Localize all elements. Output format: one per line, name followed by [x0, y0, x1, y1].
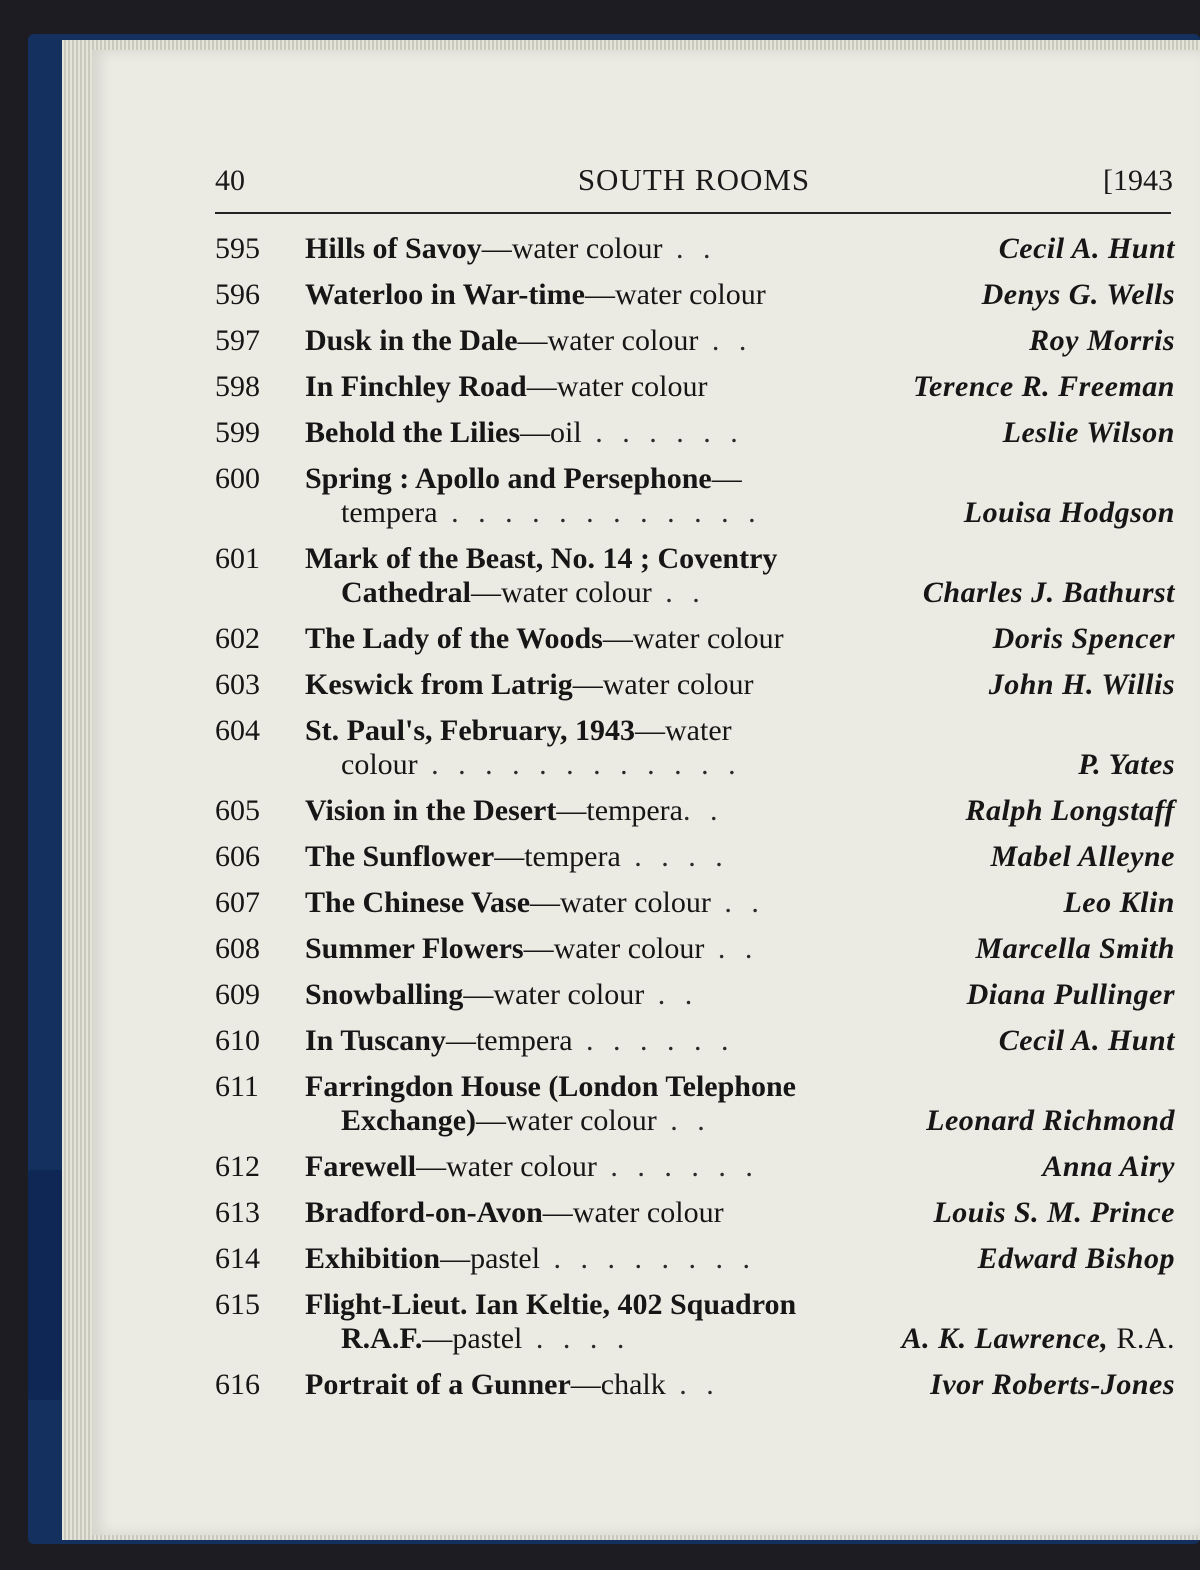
year-label: [1943 — [1103, 164, 1173, 197]
catalogue-entry — [215, 536, 1175, 616]
artist-name — [990, 834, 1175, 880]
entry-line — [305, 364, 1175, 410]
entry-text — [305, 1064, 1175, 1144]
entry-number: 600 — [215, 462, 260, 495]
catalogue-entry — [215, 926, 1175, 972]
artist-name — [978, 1236, 1175, 1282]
entry-line-continued — [305, 1098, 1175, 1144]
entry-text — [305, 972, 1175, 1018]
leader-dots: . . . . . . . . . . . . — [417, 748, 742, 781]
artwork-medium: —pastel — [440, 1242, 541, 1275]
catalogue-entry — [215, 972, 1175, 1018]
artist-name — [933, 1190, 1175, 1236]
entry-number: 615 — [215, 1288, 260, 1321]
entry-text — [305, 456, 1175, 536]
entry-line — [305, 834, 1175, 880]
artist-name-text: Ivor Roberts-Jones — [930, 1368, 1175, 1401]
entry-line — [305, 1144, 1175, 1190]
artist-name-text: A. K. Lawrence, — [901, 1322, 1109, 1355]
artist-name-text: Roy Morris — [1029, 324, 1175, 357]
artist-name-text: Charles J. Bathurst — [922, 576, 1175, 609]
artist-name — [1063, 880, 1175, 926]
leader-dots: . . . . — [522, 1322, 631, 1355]
leader-dots: . . . . . . . . . . . . — [437, 496, 762, 529]
entry-line — [305, 1362, 1175, 1408]
artist-name — [1029, 318, 1175, 364]
artwork-title: Behold the Lilies — [305, 416, 521, 449]
artwork-title: Dusk in the Dale — [305, 324, 518, 357]
entry-number: 611 — [215, 1070, 259, 1103]
artist-name-text: Leonard Richmond — [926, 1104, 1175, 1137]
catalogue-entry — [215, 662, 1175, 708]
entry-text — [305, 536, 1175, 616]
catalogue-entry — [215, 456, 1175, 536]
artist-name-text: Marcella Smith — [975, 932, 1175, 965]
artwork-medium: tempera — [341, 496, 438, 529]
artwork-title: The Chinese Vase — [305, 886, 531, 919]
entry-number: 595 — [215, 232, 260, 265]
artwork-medium: —tempera — [445, 1024, 573, 1057]
artist-name — [964, 490, 1175, 536]
section-title: SOUTH ROOMS — [577, 162, 811, 197]
entry-number: 602 — [215, 622, 260, 655]
leader-dots: . . — [704, 932, 759, 965]
entry-number: 603 — [215, 668, 260, 701]
catalogue-entry — [215, 1144, 1175, 1190]
entry-text — [305, 410, 1175, 456]
entry-number: 596 — [215, 278, 260, 311]
catalogue-entry — [215, 364, 1175, 410]
entry-line — [305, 226, 1175, 272]
artwork-medium: —chalk — [570, 1368, 666, 1401]
entry-text — [305, 1236, 1175, 1282]
entry-line — [305, 880, 1175, 926]
leader-dots: . . — [710, 886, 765, 919]
catalogue-entry — [215, 1190, 1175, 1236]
entry-text — [305, 708, 1175, 788]
artist-name — [902, 1316, 1175, 1362]
entry-line-continued — [305, 570, 1175, 616]
entry-line — [305, 616, 1175, 662]
artist-name-text: Cecil A. Hunt — [998, 1024, 1175, 1057]
artist-name-text: Anna Airy — [1042, 1150, 1175, 1183]
artist-name — [967, 972, 1175, 1018]
catalogue-entry — [215, 880, 1175, 926]
leader-dots: . . — [698, 324, 753, 357]
artwork-title: Spring : Apollo and Persephone — [305, 462, 712, 495]
entry-line — [305, 410, 1175, 456]
catalogue-entry — [215, 1282, 1175, 1362]
artist-name — [1003, 410, 1175, 456]
catalogue-entry — [215, 1064, 1175, 1144]
leader-dots: . . — [682, 794, 724, 827]
leader-dots: . . . . . . — [596, 1150, 759, 1183]
entry-number: 612 — [215, 1150, 260, 1183]
page-number: 40 — [215, 164, 245, 197]
catalogue-entry — [215, 272, 1175, 318]
entry-number: 614 — [215, 1242, 260, 1275]
artwork-medium: colour — [341, 748, 418, 781]
entry-text — [305, 318, 1175, 364]
artwork-medium: —water colour — [517, 324, 699, 357]
leader-dots: . . . . . . — [581, 416, 744, 449]
artwork-title: The Lady of the Woods — [305, 622, 603, 655]
artwork-title: Hills of Savoy — [305, 232, 482, 265]
entry-line — [305, 972, 1175, 1018]
artwork-medium: —water colour — [572, 668, 754, 701]
artist-name — [989, 662, 1175, 708]
entry-line — [305, 318, 1175, 364]
artwork-medium: —pastel — [422, 1322, 523, 1355]
artwork-title: St. Paul's, February, 1943 — [305, 714, 636, 747]
page-header — [215, 158, 1173, 208]
artwork-medium: —water colour — [463, 978, 645, 1011]
artist-honour: R.A. — [1108, 1322, 1175, 1355]
artist-name — [966, 788, 1176, 834]
artwork-title: Snowballing — [305, 978, 464, 1011]
artwork-title: Farewell — [305, 1150, 417, 1183]
artwork-title: Mark of the Beast, No. 14 ; Coventry — [305, 542, 778, 575]
entry-number: 606 — [215, 840, 260, 873]
artist-name — [999, 226, 1175, 272]
artwork-medium: —water colour — [530, 886, 711, 919]
entry-number: 599 — [215, 416, 260, 449]
leader-dots: . . — [662, 232, 717, 265]
artwork-medium: —oil — [520, 416, 582, 449]
entry-number: 608 — [215, 932, 260, 965]
leader-dots: . . — [644, 978, 699, 1011]
entry-line — [305, 272, 1175, 318]
entry-line — [305, 926, 1175, 972]
entry-line-continued — [305, 742, 1175, 788]
artwork-medium: —water colour — [481, 232, 663, 265]
entry-line-continued — [305, 1316, 1175, 1362]
artwork-title-continued: Exchange) — [341, 1104, 476, 1137]
artist-name — [1042, 1144, 1175, 1190]
artist-name — [1078, 742, 1175, 788]
artist-name — [993, 616, 1175, 662]
artist-name-text: Leo Klin — [1063, 886, 1175, 919]
artwork-title: Farringdon House (London Telephone — [305, 1070, 796, 1103]
catalogue-entry — [215, 318, 1175, 364]
entry-number: 597 — [215, 324, 260, 357]
catalogue-entry — [215, 708, 1175, 788]
header-rule — [215, 212, 1171, 214]
artwork-medium: —water colour — [602, 622, 784, 655]
artist-name — [930, 1362, 1175, 1408]
leader-dots: . . — [656, 1104, 711, 1137]
entry-number: 609 — [215, 978, 260, 1011]
entry-number: 610 — [215, 1024, 260, 1057]
artist-name-text: Ralph Longstaff — [965, 794, 1175, 827]
entry-line — [305, 1018, 1175, 1064]
artwork-title: Waterloo in War-time — [305, 278, 585, 311]
artist-name — [982, 272, 1175, 318]
catalogue-entry — [215, 834, 1175, 880]
leader-dots: . . . . . . — [572, 1024, 735, 1057]
entry-text — [305, 1190, 1175, 1236]
artwork-medium: —water colour — [476, 1104, 657, 1137]
artwork-medium: —water colour — [416, 1150, 597, 1183]
artist-name — [926, 1098, 1175, 1144]
artwork-medium: —tempera — [556, 794, 683, 827]
entry-text — [305, 226, 1175, 272]
book-strap — [28, 1170, 62, 1400]
catalogue-entry — [215, 410, 1175, 456]
entry-number: 601 — [215, 542, 260, 575]
artwork-medium: —tempera — [494, 840, 621, 873]
entry-text — [305, 662, 1175, 708]
artwork-title-continued: R.A.F. — [341, 1322, 423, 1355]
leader-dots: . . — [665, 1368, 720, 1401]
artist-name — [999, 1018, 1175, 1064]
entry-text — [305, 364, 1175, 410]
catalogue-entry — [215, 1362, 1175, 1408]
artist-name-text: Louisa Hodgson — [963, 496, 1175, 529]
entry-text — [305, 1282, 1175, 1362]
catalogue-entry — [215, 616, 1175, 662]
artwork-title: Keswick from Latrig — [305, 668, 573, 701]
artist-name — [913, 364, 1175, 410]
artist-name — [923, 570, 1175, 616]
entry-number: 613 — [215, 1196, 260, 1229]
entry-number: 616 — [215, 1368, 260, 1401]
entry-text — [305, 1144, 1175, 1190]
artwork-medium: —water colour — [526, 370, 708, 403]
entry-text — [305, 1018, 1175, 1064]
artist-name — [975, 926, 1175, 972]
artwork-medium: — — [711, 462, 742, 495]
artist-name-text: Leslie Wilson — [1002, 416, 1175, 449]
entry-text — [305, 1362, 1175, 1408]
artist-name-text: John H. Willis — [988, 668, 1175, 701]
catalogue-entries — [215, 226, 1175, 1408]
artwork-medium: —water colour — [471, 576, 652, 609]
entry-line — [305, 1190, 1175, 1236]
entry-text — [305, 880, 1175, 926]
artist-name-text: P. Yates — [1078, 748, 1175, 781]
artist-name-text: Diana Pullinger — [966, 978, 1175, 1011]
artwork-medium: —water colour — [542, 1196, 724, 1229]
entry-number: 604 — [215, 714, 260, 747]
artwork-title: In Finchley Road — [305, 370, 527, 403]
artwork-medium: —water colour — [584, 278, 766, 311]
artist-name-text: Denys G. Wells — [981, 278, 1175, 311]
artist-name-text: Doris Spencer — [992, 622, 1175, 655]
artwork-title-continued: Cathedral — [341, 576, 471, 609]
entry-text — [305, 834, 1175, 880]
entry-text — [305, 926, 1175, 972]
artwork-title: Summer Flowers — [305, 932, 524, 965]
artist-name-text: Cecil A. Hunt — [998, 232, 1175, 265]
entry-line — [305, 1236, 1175, 1282]
entry-text — [305, 272, 1175, 318]
entry-number: 605 — [215, 794, 260, 827]
catalogue-entry — [215, 1236, 1175, 1282]
leader-dots: . . . . . . . . — [540, 1242, 757, 1275]
leader-dots: . . . . — [620, 840, 729, 873]
artwork-title: Portrait of a Gunner — [305, 1368, 571, 1401]
entry-number: 598 — [215, 370, 260, 403]
artwork-title: Vision in the Desert — [305, 794, 557, 827]
artwork-title: Bradford-on-Avon — [305, 1196, 543, 1229]
entry-line — [305, 788, 1175, 834]
catalogue-entry — [215, 1018, 1175, 1064]
leader-dots: . . — [651, 576, 706, 609]
artwork-title: The Sunflower — [305, 840, 495, 873]
entry-line-continued — [305, 490, 1175, 536]
artwork-medium: —water colour — [523, 932, 705, 965]
entry-number: 607 — [215, 886, 260, 919]
artist-name-text: Edward Bishop — [977, 1242, 1175, 1275]
artist-name-text: Mabel Alleyne — [990, 840, 1175, 873]
artwork-title: In Tuscany — [305, 1024, 446, 1057]
catalogue-entry — [215, 788, 1175, 834]
artwork-title: Flight-Lieut. Ian Keltie, 402 Squadron — [305, 1288, 797, 1321]
artist-name-text: Louis S. M. Prince — [933, 1196, 1175, 1229]
artwork-title: Exhibition — [305, 1242, 441, 1275]
catalogue-entry — [215, 226, 1175, 272]
artist-name-text: Terence R. Freeman — [912, 370, 1175, 403]
entry-text — [305, 788, 1175, 834]
artwork-medium: —water — [635, 714, 732, 747]
entry-line — [305, 662, 1175, 708]
entry-text — [305, 616, 1175, 662]
